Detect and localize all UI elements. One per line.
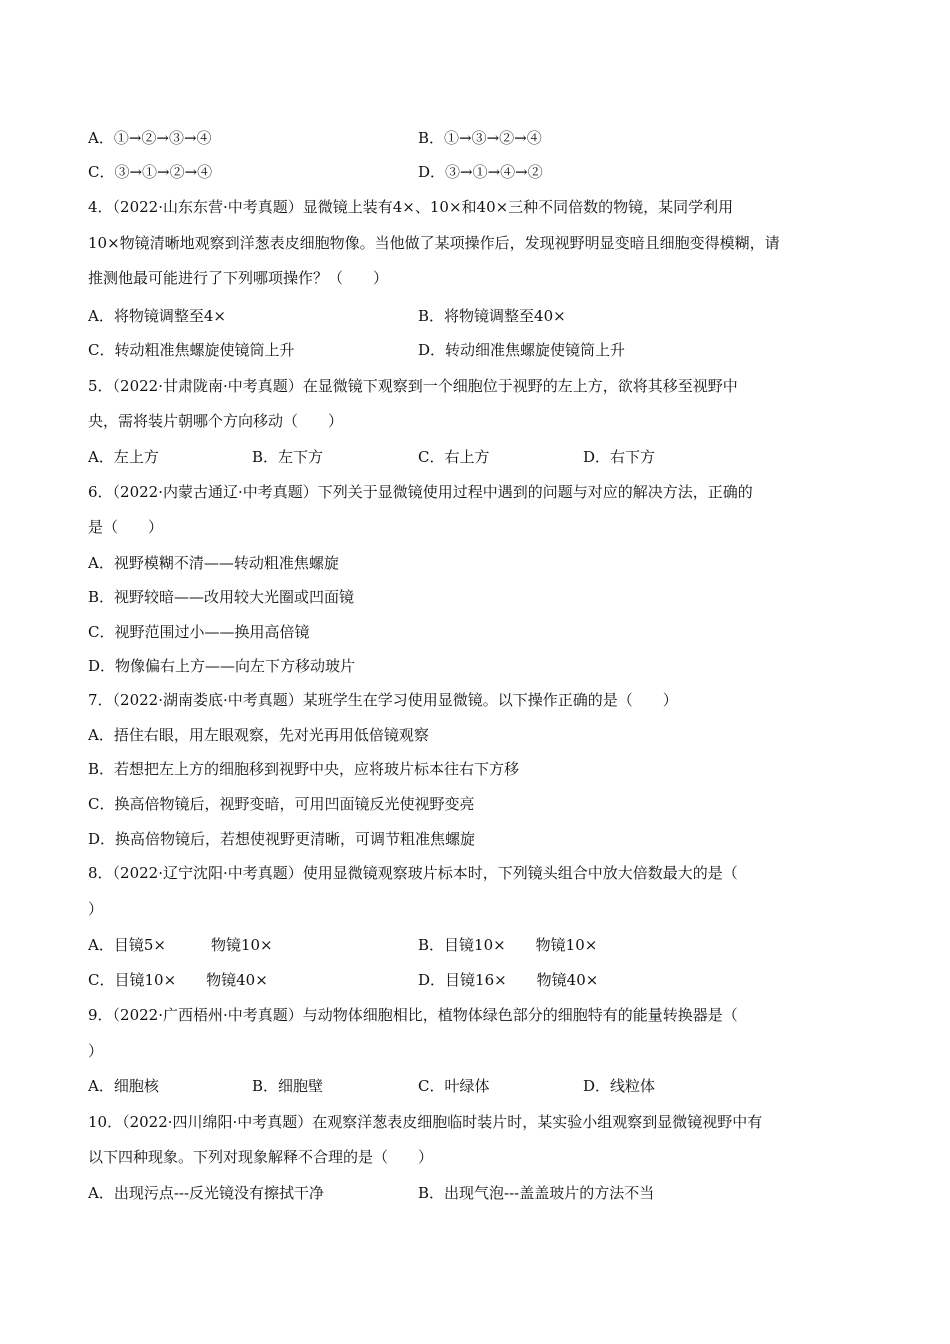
q7-stem-line: 7．（2022·湖南娄底·中考真题）某班学生在学习使用显微镜。以下操作正确的是（ ） <box>88 691 678 709</box>
q6-option-b: B．视野较暗——改用较大光圈或凹面镜 <box>88 588 355 606</box>
q6-option-c: C．视野范围过小——换用高倍镜 <box>88 623 310 641</box>
q4-stem-line: 推测他最可能进行了下列哪项操作？（ ） <box>88 269 389 287</box>
q7-option-d: D．换高倍物镜后，若想使视野更清晰，可调节粗准焦螺旋 <box>88 830 476 848</box>
q5-stem-line: 5．（2022·甘肃陇南·中考真题）在显微镜下观察到一个细胞位于视野的左上方，欲将其移至视野中 <box>88 377 738 395</box>
q8-option-c: C．目镜10× 物镜40× <box>88 971 268 989</box>
q5-option-a: A．左上方 <box>88 448 159 466</box>
q4-option-c: C．转动粗准焦螺旋使镜筒上升 <box>88 341 295 359</box>
q10-stem-line: 10．（2022·四川绵阳·中考真题）在观察洋葱表皮细胞临时装片时，某实验小组观察到显微镜视野中有 <box>88 1113 763 1131</box>
q6-option-d: D．物像偏右上方——向左下方移动玻片 <box>88 657 356 675</box>
q3-option-a: A．①→②→③→④ <box>88 129 212 147</box>
q8-stem-line: 8．（2022·辽宁沈阳·中考真题）使用显微镜观察玻片标本时，下列镜头组合中放大倍数最大的是（ <box>88 864 738 882</box>
q9-option-b: B．细胞壁 <box>252 1077 324 1095</box>
q8-stem-line: ） <box>88 900 104 918</box>
q7-option-c: C．换高倍物镜后，视野变暗，可用凹面镜反光使视野变亮 <box>88 795 475 813</box>
q4-option-a: A．将物镜调整至4× <box>88 307 226 325</box>
q8-option-d: D．目镜16× 物镜40× <box>418 971 599 989</box>
q5-option-d: D．右下方 <box>583 448 656 466</box>
q9-stem-line: ） <box>88 1042 104 1060</box>
q7-option-a: A．捂住右眼，用左眼观察，先对光再用低倍镜观察 <box>88 726 429 744</box>
q3-option-d: D．③→①→④→② <box>418 163 543 181</box>
q9-option-a: A．细胞核 <box>88 1077 159 1095</box>
q10-option-b: B．出现气泡---盖盖玻片的方法不当 <box>418 1184 655 1202</box>
q9-option-d: D．线粒体 <box>583 1077 656 1095</box>
q4-option-b: B．将物镜调整至40× <box>418 307 566 325</box>
q10-option-a: A．出现污点---反光镜没有擦拭干净 <box>88 1184 325 1202</box>
q10-stem-line: 以下四种现象。下列对现象解释不合理的是（ ） <box>88 1148 434 1166</box>
q9-option-c: C．叶绿体 <box>418 1077 490 1095</box>
q4-stem-line: 4．（2022·山东东营·中考真题）显微镜上装有4×、10×和40×三种不同倍数的物镜，某同学利用 <box>88 198 734 216</box>
q5-option-b: B．左下方 <box>252 448 324 466</box>
q5-option-c: C．右上方 <box>418 448 490 466</box>
q8-option-b: B．目镜10× 物镜10× <box>418 936 598 954</box>
q5-stem-line: 央，需将装片朝哪个方向移动（ ） <box>88 412 344 430</box>
q3-option-b: B．①→③→②→④ <box>418 129 542 147</box>
q6-stem-line: 6．（2022·内蒙古通辽·中考真题）下列关于显微镜使用过程中遇到的问题与对应的解决方法，正确的 <box>88 483 753 501</box>
q3-option-c: C．③→①→②→④ <box>88 163 213 181</box>
q4-stem-line: 10×物镜清晰地观察到洋葱表皮细胞物像。当他做了某项操作后，发现视野明显变暗且细胞变得模糊，请 <box>88 234 780 252</box>
q6-stem-line: 是（ ） <box>88 518 164 536</box>
q7-option-b: B．若想把左上方的细胞移到视野中央，应将玻片标本往右下方移 <box>88 760 520 778</box>
q4-option-d: D．转动细准焦螺旋使镜筒上升 <box>418 341 626 359</box>
q9-stem-line: 9．（2022·广西梧州·中考真题）与动物体细胞相比，植物体绿色部分的细胞特有的能量转换器是（ <box>88 1006 738 1024</box>
q8-option-a: A．目镜5× 物镜10× <box>88 936 273 954</box>
q6-option-a: A．视野模糊不清——转动粗准焦螺旋 <box>88 554 339 572</box>
